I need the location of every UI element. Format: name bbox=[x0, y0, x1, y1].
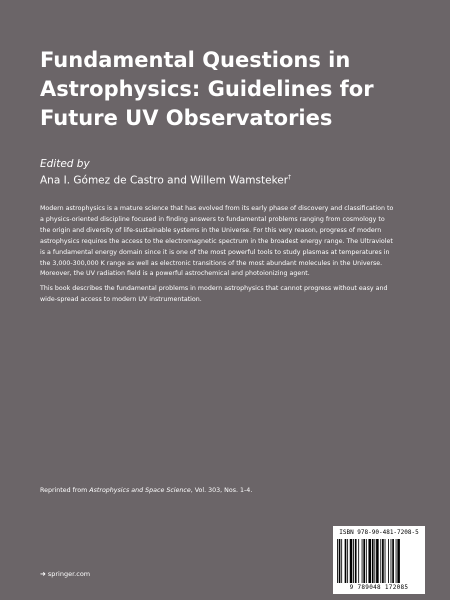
description-line: astrophysics requires the access to the electromagnetic spectrum in the broadest energy range. The Ultraviolet bbox=[40, 237, 393, 245]
reprint-suffix: , Vol. 303, Nos. 1-4. bbox=[190, 487, 253, 494]
title-line-2: Astrophysics: Guidelines for bbox=[40, 77, 374, 101]
editors-names: Ana I. Gómez de Castro and Willem Wamsteker bbox=[40, 174, 289, 187]
title-line-1: Fundamental Questions in bbox=[40, 48, 351, 72]
description-line: is a fundamental energy domain since it is one of the most powerful tools to study plasmas at temperatures in bbox=[40, 248, 390, 256]
reprint-note bbox=[40, 487, 252, 494]
description-line: Moreover, the UV radiation field is a powerful astrochemical and photoionizing agent. bbox=[40, 270, 310, 278]
ean-number: 9 789048 172085 bbox=[349, 584, 409, 591]
description-line: a physics-oriented discipline focused in finding answers to fundamental problems ranging from cosmology to bbox=[40, 215, 385, 223]
arrow-right-icon: ➜ bbox=[40, 570, 46, 578]
publisher-link[interactable] bbox=[40, 570, 90, 578]
edited-by-label: Edited by bbox=[40, 158, 90, 170]
publisher-url: springer.com bbox=[47, 570, 91, 578]
journal-name: Astrophysics and Space Science bbox=[89, 487, 191, 494]
description-line: wide-spread access to modern UV instrumentation. bbox=[40, 295, 202, 303]
description-line: the 3,000-300,000 K range as well as electronic transitions of the most abundant molecules in the Universe. bbox=[40, 259, 383, 267]
description-paragraph-2 bbox=[40, 284, 414, 306]
book-title bbox=[40, 46, 430, 133]
description-line: the origin and diversity of life-sustainable systems in the Universe. For this very reason, progress of modern bbox=[40, 226, 382, 234]
description-paragraph-1 bbox=[40, 204, 414, 280]
editors-line bbox=[40, 174, 291, 187]
barcode-bars bbox=[337, 539, 421, 583]
isbn-number: ISBN 978-90-481-7208-5 bbox=[339, 529, 419, 536]
reprint-prefix: Reprinted from bbox=[40, 487, 90, 494]
deceased-mark: † bbox=[288, 174, 292, 181]
isbn-barcode bbox=[333, 526, 425, 594]
title-line-3: Future UV Observatories bbox=[40, 106, 333, 130]
description-line: Modern astrophysics is a mature science that has evolved from its early phase of discovery and classification to bbox=[40, 205, 394, 212]
description-line: This book describes the fundamental problems in modern astrophysics that cannot progress without easy and bbox=[40, 285, 388, 292]
